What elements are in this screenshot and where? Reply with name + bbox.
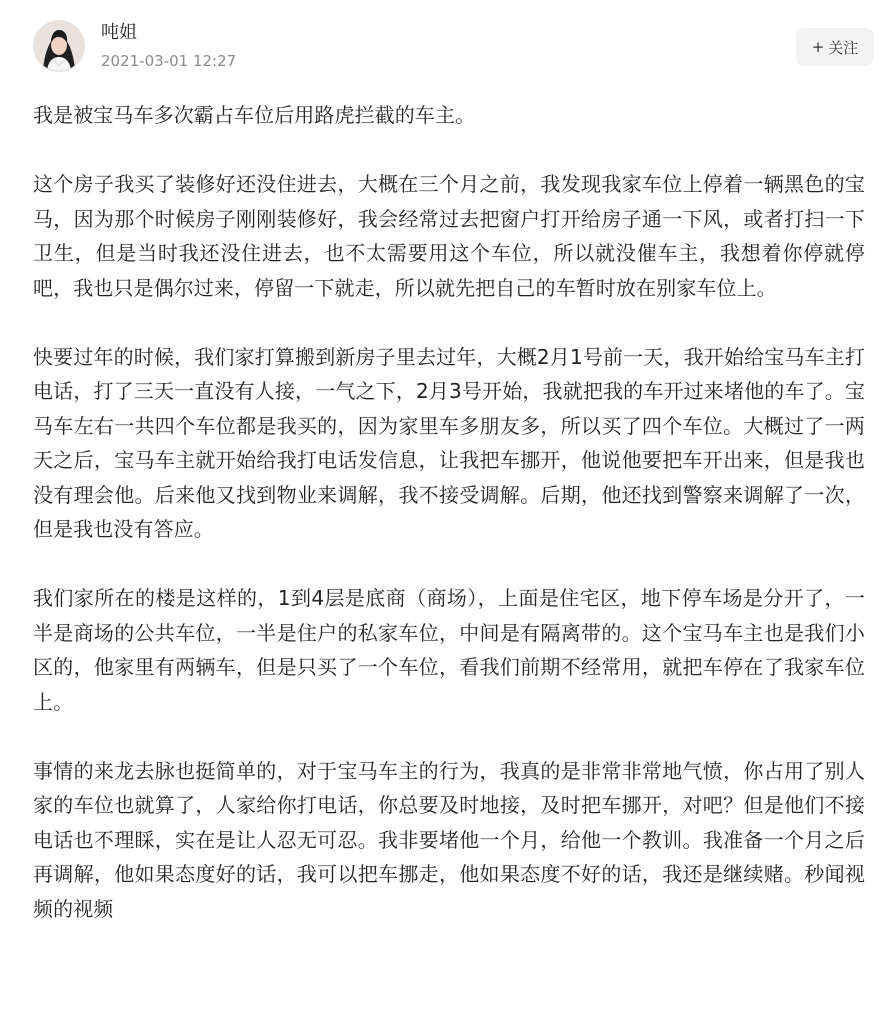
article-paragraph: 我们家所在的楼是这样的，1到4层是底商（商场），上面是住宅区，地下停车场是分开了，一半是商场的公共车位，一半是住户的私家车位，中间是有隔离带的。这个宝马车主也是我们小区的，他家里有两辆车，但是只买了一个车位，看我们前期不经常用，就把车停在了我家车位上。: [33, 586, 865, 714]
author-name[interactable]: 吨姐: [101, 22, 137, 43]
female-portrait-avatar-icon: [34, 21, 84, 71]
article-paragraph: 我是被宝马车多次霸占车位后用路虎拦截的车主。: [33, 103, 476, 127]
article-paragraph: 这个房子我买了装修好还没住进去，大概在三个月之前，我发现我家车位上停着一辆黑色的宝马，因为那个时候房子刚刚装修好，我会经常过去把窗户打开给房子通一下风，或者打扫一下卫生，但是当时我还没住进去，也不太需要用这个车位，所以就没催车主，我想着你停就停吧，我也只是偶尔过来，停留一下就走，所以就先把自己的车暂时放在别家车位上。: [33, 172, 865, 300]
post-time: 2021-03-01 12:27: [101, 52, 237, 70]
article-body: [33, 98, 865, 926]
post-header: [0, 0, 891, 90]
article-paragraph: 快要过年的时候，我们家打算搬到新房子里去过年，大概2月1号前一天，我开始给宝马车主打电话，打了三天一直没有人接，一气之下，2月3号开始，我就把我的车开过来堵他的车了。宝马车左右一共四个车位都是我买的，因为家里车多朋友多，所以买了四个车位。大概过了一两天之后，宝马车主就开始给我打电话发信息，让我把车挪开，他说他要把车开出来，但是我也没有理会他。后来他又找到物业来调解，我不接受调解。后期，他还找到警察来调解了一次，但是我也没有答应。: [33, 344, 865, 541]
author-avatar[interactable]: [33, 20, 85, 72]
follow-button[interactable]: [796, 28, 874, 66]
follow-label: 关注: [828, 38, 859, 57]
article-paragraph: 事情的来龙去脉也挺简单的，对于宝马车主的行为，我真的是非常非常地气愤，你占用了别人家的车位也就算了，人家给你打电话，你总要及时地接，及时把车挪开，对吧？但是他们不接电话也不理睬，实在是让人忍无可忍。我非要堵他一个月，给他一个教训。我准备一个月之后再调解，他如果态度好的话，我可以把车挪走，他如果态度不好的话，我还是继续赌。秒闻视频的视频: [33, 758, 865, 921]
plus-icon: +: [811, 37, 825, 56]
